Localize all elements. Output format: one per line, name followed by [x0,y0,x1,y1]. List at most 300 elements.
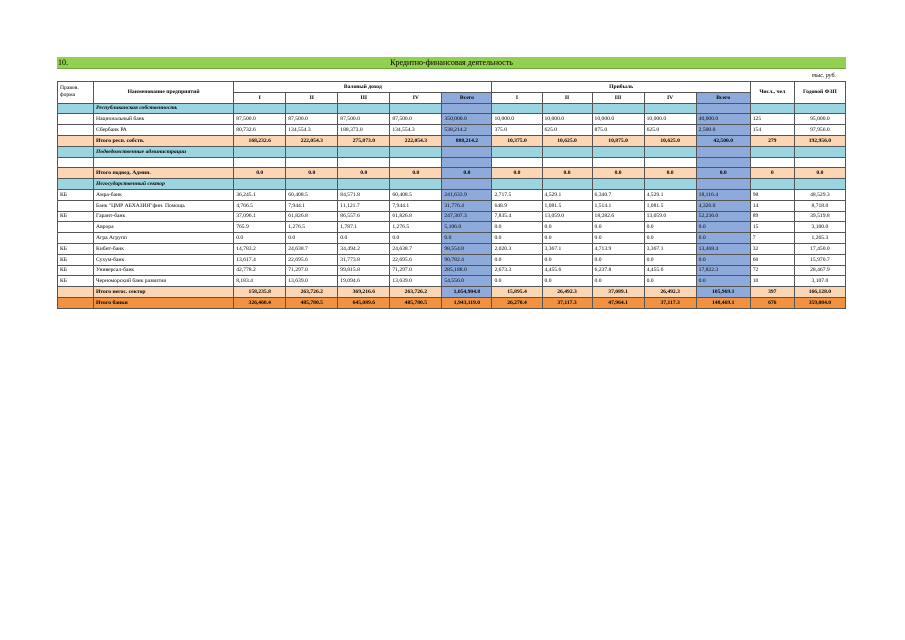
company-name-cell: Итого подвед. Админ. [94,168,234,179]
header-q1: I [234,92,286,103]
profit-quarter-cell: 0.0 [492,222,542,233]
profit-quarter-cell: 10,000.0 [592,114,644,125]
fzp-cell: 3,107.0 [794,276,845,287]
profit-quarter-cell: 10,000.0 [542,114,592,125]
profit-quarter-cell: 18,282.6 [592,211,644,222]
blank-cell [592,157,644,168]
profit-quarter-cell: 0.0 [492,276,542,287]
profit-total-cell: 18,116.4 [696,189,750,200]
gross-quarter-cell: 86,557.6 [338,211,390,222]
section-cell [750,179,794,190]
profit-quarter-cell: 4,529.1 [542,189,592,200]
gross-quarter-cell: 61,826.8 [286,211,338,222]
gross-quarter-cell: 222,054.3 [286,135,338,146]
profit-quarter-cell: 875.0 [592,125,644,136]
gross-quarter-cell: 37,096.1 [234,211,286,222]
units-label: тыс. руб. [811,73,836,79]
legal-form-cell [58,125,94,136]
blank-cell [390,157,442,168]
total-row [58,168,846,179]
header-q3: III [592,92,644,103]
table-row [58,254,846,265]
section-row [58,103,846,114]
section-cell [390,179,442,190]
staff-cell: 0 [750,168,794,179]
company-name-cell: Сбербанк РА [94,125,234,136]
profit-quarter-cell: 10,375.0 [492,135,542,146]
profit-quarter-cell: 648.9 [492,200,542,211]
gross-quarter-cell: 168,232.6 [234,135,286,146]
company-name-cell: Черноморский банк развития [94,276,234,287]
staff-cell: 154 [750,125,794,136]
gross-quarter-cell: 1,276.5 [390,222,442,233]
profit-quarter-cell: 0.0 [644,254,696,265]
gross-quarter-cell: 0.0 [234,233,286,244]
section-cell [234,103,286,114]
company-name-cell: Сухум-банк [94,254,234,265]
profit-quarter-cell: 0.0 [542,168,592,179]
section-label: Негосударственный сектор [94,179,234,190]
profit-quarter-cell: 37,089.1 [592,287,644,298]
profit-quarter-cell: 0.0 [592,254,644,265]
gross-total-cell: 54,556.0 [442,276,492,287]
profit-quarter-cell: 0.0 [592,222,644,233]
profit-quarter-cell: 4,455.6 [644,265,696,276]
profit-total-cell: 105,969.1 [696,287,750,298]
total-row [58,135,846,146]
gross-quarter-cell: 22,695.6 [286,254,338,265]
profit-quarter-cell: 0.0 [644,168,696,179]
header-q2: II [286,92,338,103]
legal-form-cell: КБ [58,254,94,265]
gross-quarter-cell: 36,245.1 [234,189,286,200]
header-q3: III [338,92,390,103]
profit-quarter-cell: 625.0 [644,125,696,136]
section-label: Подведомственные администрации [94,146,234,157]
section-cell [794,179,845,190]
staff-cell: 397 [750,287,794,298]
staff-cell: 125 [750,114,794,125]
gross-quarter-cell: 87,500.0 [234,114,286,125]
staff-cell: 60 [750,254,794,265]
section-cell [750,146,794,157]
profit-quarter-cell: 0.0 [542,222,592,233]
company-name-cell: Итого респ. собств. [94,135,234,146]
staff-cell: 14 [750,200,794,211]
profit-quarter-cell: 26,492.3 [542,287,592,298]
gross-quarter-cell: 7,944.1 [390,200,442,211]
profit-quarter-cell: 0.0 [592,276,644,287]
profit-quarter-cell: 0.0 [492,254,542,265]
gross-quarter-cell: 24,638.7 [286,243,338,254]
profit-quarter-cell: 10,625.0 [644,135,696,146]
finance-table [57,81,846,309]
section-cell [542,103,592,114]
gross-quarter-cell: 7,944.1 [286,200,338,211]
section-cell [286,146,338,157]
gross-total-cell: 5,106.0 [442,222,492,233]
section-cell [492,146,542,157]
section-cell [442,179,492,190]
legal-form-cell: КБ [58,276,94,287]
fzp-cell: 1,265.3 [794,233,845,244]
fzp-cell: 39,519.8 [794,211,845,222]
total-row [58,287,846,298]
profit-quarter-cell: 4,713.9 [592,243,644,254]
title-bar [57,57,846,69]
company-name-cell: Гарант-банк [94,211,234,222]
profit-quarter-cell: 2,717.5 [492,189,542,200]
table-row [58,189,846,200]
section-cell [644,179,696,190]
gross-total-cell: 1,054,904.8 [442,287,492,298]
section-cell [592,146,644,157]
gross-quarter-cell: 80,732.6 [234,125,286,136]
profit-quarter-cell: 2,673.3 [492,265,542,276]
profit-total-cell: 40,000.0 [696,114,750,125]
gross-quarter-cell: 645,089.6 [338,297,390,308]
header-form: Правов. форма [58,82,94,104]
gross-quarter-cell: 87,500.0 [338,114,390,125]
section-cell [492,103,542,114]
section-cell [794,146,845,157]
profit-quarter-cell: 13,059.0 [542,211,592,222]
gross-total-cell: 98,554.8 [442,243,492,254]
profit-quarter-cell: 375.0 [492,125,542,136]
profit-total-cell: 17,822.3 [696,265,750,276]
gross-total-cell: 31,776.4 [442,200,492,211]
section-cell [644,146,696,157]
gross-quarter-cell: 263,726.2 [286,287,338,298]
gross-quarter-cell: 263,726.2 [390,287,442,298]
section-row [58,179,846,190]
gross-quarter-cell: 326,468.4 [234,297,286,308]
gross-quarter-cell: 0.0 [234,168,286,179]
blank-cell [442,157,492,168]
gross-quarter-cell: 61,826.8 [390,211,442,222]
gross-quarter-cell: 222,054.3 [390,135,442,146]
legal-form-cell [58,168,94,179]
legal-form-cell [58,233,94,244]
gross-quarter-cell: 42,778.2 [234,265,286,276]
header-total: Всего [442,92,492,103]
company-name-cell: Агра Агрупп [94,233,234,244]
section-cell [492,179,542,190]
section-cell [696,179,750,190]
fzp-cell: 17,450.0 [794,243,845,254]
table-row [58,222,846,233]
section-cell [542,179,592,190]
section-label: Республиканская собственность [94,103,234,114]
section-cell [592,179,644,190]
profit-total-cell: 2,500.0 [696,125,750,136]
legal-form-cell [58,222,94,233]
header-q1: I [492,92,542,103]
gross-quarter-cell: 71,297.0 [286,265,338,276]
profit-quarter-cell: 2,020.3 [492,243,542,254]
legal-form-cell [58,114,94,125]
gross-quarter-cell: 71,297.0 [390,265,442,276]
profit-quarter-cell: 10,000.0 [644,114,696,125]
gross-total-cell: 350,000.0 [442,114,492,125]
staff-cell: 32 [750,243,794,254]
section-cell [542,146,592,157]
profit-quarter-cell: 4,455.6 [542,265,592,276]
header-staff: Числ., чел [750,82,794,104]
gross-quarter-cell: 31,773.8 [338,254,390,265]
header-total: Всего [696,92,750,103]
gross-total-cell: 247,307.3 [442,211,492,222]
fzp-cell: 8,718.0 [794,200,845,211]
gross-quarter-cell: 84,571.8 [338,189,390,200]
profit-quarter-cell: 10,875.0 [592,135,644,146]
gross-quarter-cell: 275,873.0 [338,135,390,146]
gross-quarter-cell: 22,695.6 [390,254,442,265]
gross-quarter-cell: 13,639.0 [390,276,442,287]
section-cell [286,103,338,114]
header-q2: II [542,92,592,103]
header-row-1 [58,82,846,93]
gross-quarter-cell: 34,494.2 [338,243,390,254]
staff-cell: 7 [750,233,794,244]
company-name-cell: Итого банки [94,297,234,308]
profit-quarter-cell: 13,059.0 [644,211,696,222]
fzp-cell: 359,084.0 [794,297,845,308]
staff-cell: 279 [750,135,794,146]
spreadsheet-sheet [57,57,846,309]
fzp-cell: 28,467.9 [794,265,845,276]
gross-quarter-cell: 0.0 [390,233,442,244]
header-q4: IV [644,92,696,103]
gross-quarter-cell: 13,617.4 [234,254,286,265]
profit-quarter-cell: 3,367.1 [644,243,696,254]
gross-quarter-cell: 24,638.7 [390,243,442,254]
gross-quarter-cell: 134,554.3 [286,125,338,136]
blank-cell [338,157,390,168]
profit-quarter-cell: 0.0 [644,222,696,233]
gross-quarter-cell: 87,500.0 [390,114,442,125]
gross-quarter-cell: 0.0 [338,233,390,244]
blank-cell [234,157,286,168]
legal-form-cell [58,135,94,146]
section-cell [696,103,750,114]
grand-total-row [58,297,846,308]
gross-quarter-cell: 369,216.6 [338,287,390,298]
company-name-cell: Национальный банк [94,114,234,125]
sheet-title: Кредитно-финансовая деятельность [390,58,513,67]
header-fzp: Годовой ФЗП [794,82,845,104]
section-cell [592,103,644,114]
profit-quarter-cell: 37,117.3 [542,297,592,308]
header-profit: Прибыль [492,82,750,93]
gross-quarter-cell: 4,766.5 [234,200,286,211]
section-row [58,146,846,157]
blank-cell [542,157,592,168]
gross-quarter-cell: 0.0 [286,168,338,179]
header-name: Наименование предприятий [94,82,234,104]
gross-quarter-cell: 0.0 [390,168,442,179]
gross-quarter-cell: 8,183.4 [234,276,286,287]
profit-quarter-cell: 0.0 [644,276,696,287]
table-row [58,265,846,276]
blank-cell [492,157,542,168]
gross-quarter-cell: 60,408.5 [390,189,442,200]
profit-quarter-cell: 6,237.8 [592,265,644,276]
staff-cell: 15 [750,222,794,233]
profit-quarter-cell: 47,964.1 [592,297,644,308]
gross-quarter-cell: 13,639.0 [286,276,338,287]
section-cell [390,146,442,157]
section-cell [696,146,750,157]
fzp-cell: 97,956.0 [794,125,845,136]
gross-total-cell: 1,943,119.0 [442,297,492,308]
fzp-cell: 15,970.7 [794,254,845,265]
profit-quarter-cell: 0.0 [592,168,644,179]
section-cell [234,146,286,157]
legal-form-cell [58,287,94,298]
sheet-number: 10. [58,58,68,67]
blank-cell [644,157,696,168]
staff-cell: 676 [750,297,794,308]
gross-total-cell: 538,214.2 [442,125,492,136]
blank-cell [94,157,234,168]
fzp-cell: 192,956.0 [794,135,845,146]
table-row [58,200,846,211]
header-q4: IV [390,92,442,103]
gross-quarter-cell: 11,121.7 [338,200,390,211]
table-row [58,243,846,254]
section-cell [286,179,338,190]
staff-cell: 72 [750,265,794,276]
gross-quarter-cell: 485,780.5 [286,297,338,308]
company-name-cell: Аврора [94,222,234,233]
company-name-cell: Банк "ЦМР АБХАЗИЯ"фин. Помощь [94,200,234,211]
gross-total-cell: 285,188.0 [442,265,492,276]
gross-quarter-cell: 0.0 [338,168,390,179]
gross-quarter-cell: 158,235.8 [234,287,286,298]
profit-quarter-cell: 26,492.3 [644,287,696,298]
profit-quarter-cell: 37,117.3 [644,297,696,308]
profit-quarter-cell: 10,000.0 [492,114,542,125]
profit-total-cell: 0.0 [696,222,750,233]
profit-total-cell: 0.0 [696,254,750,265]
profit-quarter-cell: 7,835.4 [492,211,542,222]
gross-quarter-cell: 99,815.8 [338,265,390,276]
legal-form-cell: КБ [58,189,94,200]
gross-quarter-cell: 14,783.2 [234,243,286,254]
section-cell [234,179,286,190]
profit-quarter-cell: 0.0 [542,233,592,244]
section-spacer [58,146,94,157]
fzp-cell: 95,000.0 [794,114,845,125]
legal-form-cell [58,297,94,308]
legal-form-cell [58,200,94,211]
gross-quarter-cell: 0.0 [286,233,338,244]
section-cell [750,103,794,114]
profit-total-cell: 42,500.0 [696,135,750,146]
profit-quarter-cell: 0.0 [492,233,542,244]
profit-total-cell: 0.0 [696,276,750,287]
company-name-cell: Кибит-банк [94,243,234,254]
section-cell [442,146,492,157]
blank-cell [286,157,338,168]
company-name-cell: Итого негос. сектор [94,287,234,298]
profit-total-cell: 13,468.4 [696,243,750,254]
gross-quarter-cell: 134,554.3 [390,125,442,136]
section-cell [338,179,390,190]
table-row [58,211,846,222]
gross-quarter-cell: 485,780.5 [390,297,442,308]
fzp-cell: 166,128.0 [794,287,845,298]
fzp-cell: 0.0 [794,168,845,179]
profit-quarter-cell: 1,081.5 [644,200,696,211]
legal-form-cell: КБ [58,243,94,254]
profit-quarter-cell: 0.0 [492,168,542,179]
blank-cell [58,157,94,168]
profit-quarter-cell: 0.0 [592,233,644,244]
blank-row [58,157,846,168]
legal-form-cell: КБ [58,265,94,276]
profit-total-cell: 0.0 [696,168,750,179]
profit-total-cell: 0.0 [696,233,750,244]
table-row [58,114,846,125]
profit-quarter-cell: 3,367.1 [542,243,592,254]
company-name-cell: Амра-банк [94,189,234,200]
section-spacer [58,103,94,114]
blank-cell [750,157,794,168]
section-cell [644,103,696,114]
legal-form-cell: КБ [58,211,94,222]
gross-quarter-cell: 60,408.5 [286,189,338,200]
gross-quarter-cell: 188,373.0 [338,125,390,136]
blank-cell [696,157,750,168]
gross-total-cell: 888,214.2 [442,135,492,146]
profit-quarter-cell: 0.0 [644,233,696,244]
staff-cell: 98 [750,189,794,200]
gross-quarter-cell: 1,276.5 [286,222,338,233]
section-spacer [58,179,94,190]
gross-quarter-cell: 765.9 [234,222,286,233]
gross-quarter-cell: 19,094.6 [338,276,390,287]
table-row [58,233,846,244]
profit-quarter-cell: 625.0 [542,125,592,136]
profit-quarter-cell: 0.0 [542,254,592,265]
section-cell [442,103,492,114]
profit-quarter-cell: 1,514.1 [592,200,644,211]
gross-quarter-cell: 1,787.1 [338,222,390,233]
profit-total-cell: 148,469.1 [696,297,750,308]
gross-total-cell: 241,633.9 [442,189,492,200]
gross-total-cell: 0.0 [442,233,492,244]
section-cell [338,146,390,157]
profit-quarter-cell: 26,270.4 [492,297,542,308]
section-cell [794,103,845,114]
blank-cell [794,157,845,168]
section-cell [390,103,442,114]
gross-total-cell: 0.0 [442,168,492,179]
gross-total-cell: 90,782.4 [442,254,492,265]
profit-quarter-cell: 6,340.7 [592,189,644,200]
profit-quarter-cell: 15,895.4 [492,287,542,298]
fzp-cell: 3,100.0 [794,222,845,233]
header-gross-income: Валовый доход [234,82,492,93]
table-row [58,276,846,287]
profit-quarter-cell: 0.0 [542,276,592,287]
profit-total-cell: 52,236.0 [696,211,750,222]
section-cell [338,103,390,114]
profit-quarter-cell: 10,625.0 [542,135,592,146]
staff-cell: 89 [750,211,794,222]
